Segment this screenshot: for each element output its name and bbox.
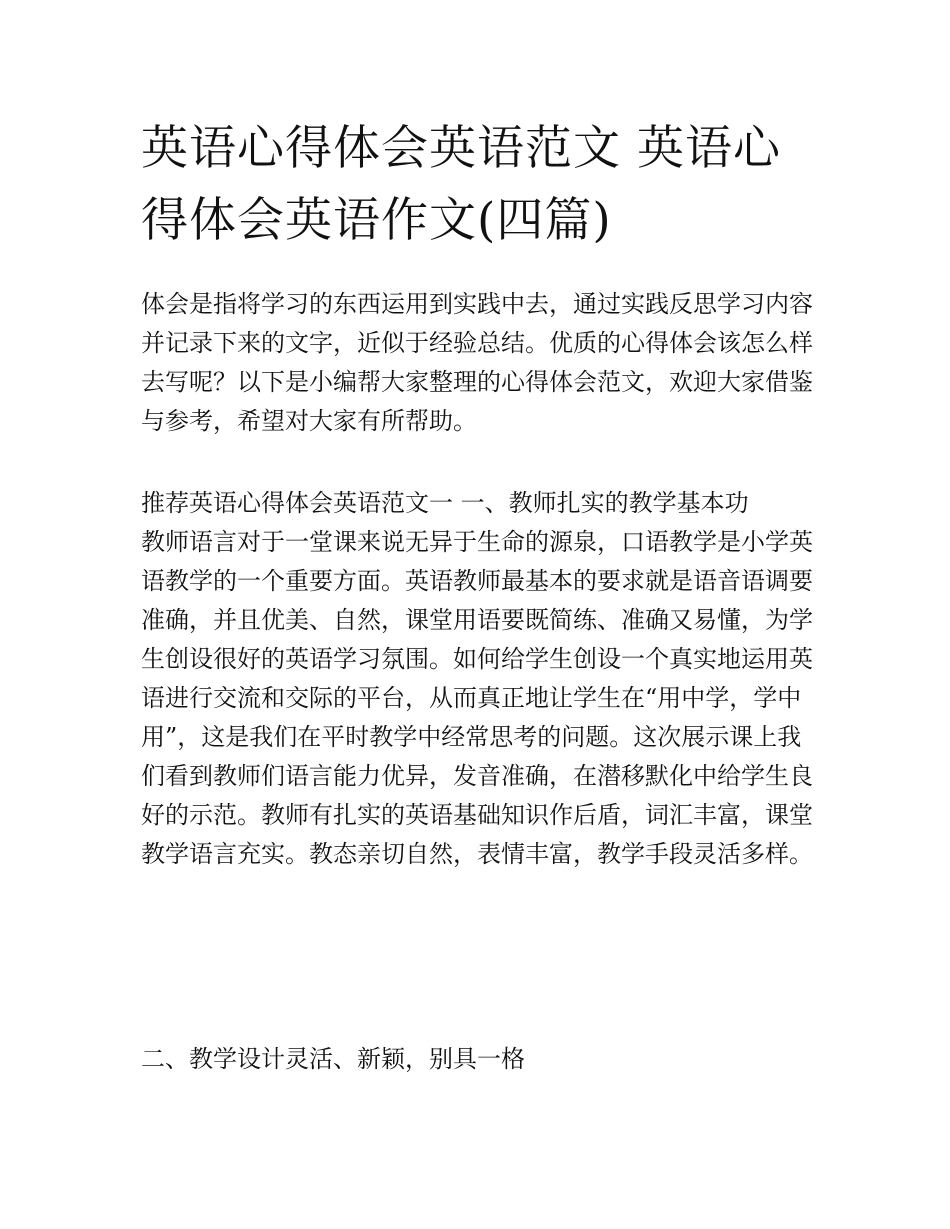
section-body-paragraph: 教师语言对于一堂课来说无异于生命的源泉，口语教学是小学英语教学的一个重要方面。英语教师最基本的要求就是语音语调要准确，并且优美、自然，课堂用语要既简练、准确又易懂，为学生创设很好的英语学习氛围。如何给学生创设一个真实地运用英语进行交流和交际的平台，从而真正地让学生在“用中学，学中用”，这是我们在平时教学中经常思考的问题。这次展示课上我们看到教师们语言能力优异，发音准确，在潜移默化中给学生良好的示范。教师有扎实的英语基础知识作后盾，词汇丰富，课堂教学语言充实。教态亲切自然，表情丰富，教学手段灵活多样。 [141, 528, 813, 868]
subheading-2: 二、教学设计灵活、新颖，别具一格 [141, 1045, 525, 1073]
intro-paragraph: 体会是指将学习的东西运用到实践中去，通过实践反思学习内容并记录下来的文字，近似于经验总结。优质的心得体会该怎么样去写呢？以下是小编帮大家整理的心得体会范文，欢迎大家借鉴与参考，希望对大家有所帮助。 [141, 290, 813, 435]
document-title: 英语心得体会英语范文 英语心得体会英语作文(四篇) [141, 121, 781, 248]
section-heading: 推荐英语心得体会英语范文一 一、教师扎实的教学基本功 [141, 489, 749, 517]
